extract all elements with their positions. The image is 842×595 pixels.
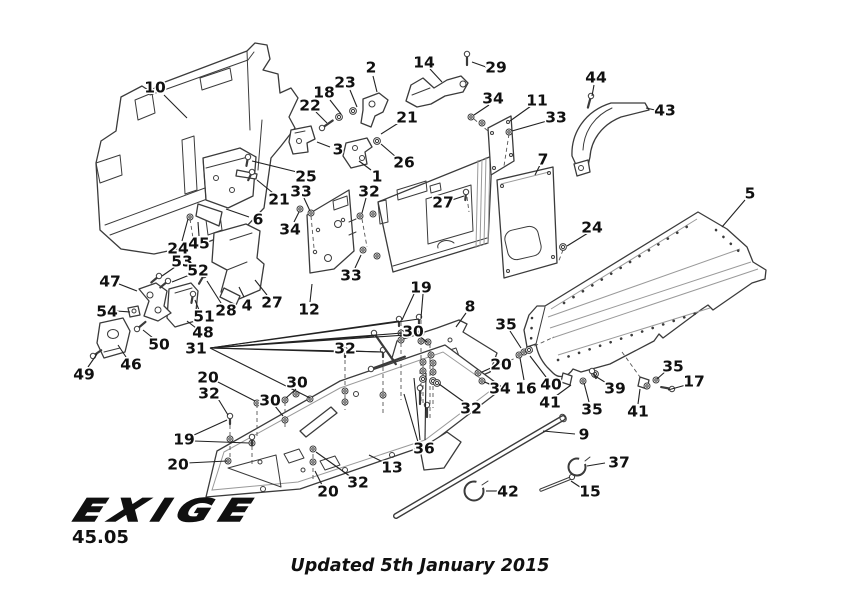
part-callout-5: 5	[744, 184, 756, 203]
leader-line	[207, 281, 221, 303]
part-callout-53: 53	[171, 252, 193, 271]
part-callout-25: 25	[295, 167, 317, 186]
part-callout-37: 37	[608, 453, 630, 472]
leader-line	[216, 381, 255, 401]
part-3-bracket	[289, 126, 315, 154]
washer-icon	[310, 446, 316, 452]
washer-icon	[374, 253, 380, 259]
part-callout-18: 18	[313, 83, 335, 102]
part-callout-2: 2	[365, 58, 377, 77]
nut-icon	[374, 138, 381, 145]
part-12-panel	[307, 190, 356, 273]
part-5-engine-cover-panel	[524, 212, 766, 376]
part-callout-50: 50	[148, 335, 170, 354]
part-43-curved-arm	[572, 103, 649, 176]
washer-icon	[468, 114, 474, 120]
part-callout-27: 27	[432, 193, 454, 212]
bolt-icon	[165, 278, 170, 283]
part-callout-26: 26	[393, 153, 415, 172]
bolt-icon	[156, 273, 161, 278]
bolt-icon	[245, 154, 250, 159]
part-callout-19: 19	[173, 430, 195, 449]
part-callout-7: 7	[537, 150, 549, 169]
nut-icon	[560, 244, 567, 251]
bolt-icon	[227, 413, 232, 418]
washer-icon	[479, 378, 485, 384]
leader-line	[317, 142, 330, 147]
leader-line	[373, 76, 377, 92]
part-callout-33: 33	[340, 266, 362, 285]
part-callout-20: 20	[490, 355, 512, 374]
part-callout-44: 44	[585, 68, 607, 87]
washer-icon	[297, 206, 303, 212]
bolt-icon	[589, 368, 594, 373]
part-callout-32: 32	[358, 182, 380, 201]
washer-icon	[430, 360, 436, 366]
part-callout-35: 35	[495, 315, 517, 334]
part-callout-48: 48	[192, 323, 214, 342]
part-42-clip	[465, 481, 489, 501]
part-callout-4: 4	[241, 296, 253, 315]
bolt-icon	[190, 291, 195, 296]
nut-icon	[350, 108, 357, 115]
part-callout-51: 51	[193, 307, 215, 326]
washer-icon	[310, 459, 316, 465]
washer-icon	[425, 339, 431, 345]
part-callout-35: 35	[662, 357, 684, 376]
part-callout-49: 49	[73, 365, 95, 384]
part-callout-1: 1	[371, 167, 383, 186]
washer-icon	[380, 392, 386, 398]
part-callout-31: 31	[185, 339, 207, 358]
bolt-icon	[134, 326, 139, 331]
part-callout-46: 46	[120, 355, 142, 374]
leader-line	[520, 358, 524, 380]
washer-icon	[479, 120, 485, 126]
part-4-duct	[212, 224, 264, 305]
bolt-icon	[464, 51, 469, 56]
leader-line	[210, 319, 419, 348]
part-37-clip	[569, 457, 591, 476]
part-callout-20: 20	[197, 368, 219, 387]
part-callout-33: 33	[290, 182, 312, 201]
part-callout-20: 20	[167, 455, 189, 474]
leader-line	[310, 284, 312, 302]
bolt-icon	[249, 434, 254, 439]
bolt-icon	[368, 366, 373, 371]
part-callout-24: 24	[167, 239, 189, 258]
washer-icon	[282, 397, 288, 403]
part-callout-30: 30	[259, 391, 281, 410]
bolt-icon	[374, 333, 396, 364]
part-callout-29: 29	[485, 58, 507, 77]
part-callout-34: 34	[489, 379, 511, 398]
brand-block	[69, 492, 265, 548]
part-callout-45: 45	[188, 234, 210, 253]
part-callout-14: 14	[413, 53, 435, 72]
washer-icon	[370, 211, 376, 217]
part-callout-12: 12	[298, 300, 320, 319]
leader-line	[210, 334, 421, 348]
nut-icon	[434, 380, 441, 387]
washer-icon	[428, 352, 434, 358]
leader-line	[543, 431, 575, 434]
part-callout-28: 28	[215, 301, 237, 320]
leader-line	[119, 284, 137, 291]
leader-line	[116, 311, 130, 312]
part-callout-13: 13	[381, 458, 403, 477]
leader-line	[584, 383, 589, 402]
nut-icon	[336, 114, 343, 121]
leader-line	[421, 294, 423, 318]
part-callout-40: 40	[540, 375, 562, 394]
part-callout-23: 23	[334, 73, 356, 92]
part-47-bracket	[139, 283, 171, 321]
exige-logo: EXIGE	[69, 491, 266, 529]
leader-line	[510, 331, 521, 348]
leader-line	[587, 463, 605, 466]
part-callout-10: 10	[144, 78, 166, 97]
part-callout-32: 32	[334, 339, 356, 358]
washer-icon	[420, 359, 426, 365]
part-11-small-panel	[488, 116, 514, 175]
part-2-bracket	[361, 93, 388, 127]
part-callout-41: 41	[539, 393, 561, 412]
washer-icon	[360, 247, 366, 253]
washer-icon	[430, 369, 436, 375]
leader-line	[722, 200, 745, 227]
part-callout-32: 32	[460, 399, 482, 418]
part-14-bracket-strip	[406, 76, 468, 107]
part-callout-3: 3	[332, 140, 344, 159]
part-callout-6: 6	[252, 210, 264, 229]
part-callout-34: 34	[279, 220, 301, 239]
part-callout-9: 9	[578, 425, 590, 444]
nut-icon	[526, 347, 533, 354]
part-callout-32: 32	[198, 384, 220, 403]
washer-icon	[420, 368, 426, 374]
part-callout-24: 24	[581, 218, 603, 237]
part-callout-42: 42	[497, 482, 519, 501]
washer-icon	[227, 436, 233, 442]
bolt-icon	[249, 169, 254, 174]
part-46-bracket	[97, 318, 130, 358]
part-callout-30: 30	[402, 322, 424, 341]
washer-icon	[475, 370, 481, 376]
part-callout-17: 17	[683, 372, 705, 391]
part-callout-41: 41	[627, 402, 649, 421]
part-callout-22: 22	[299, 96, 321, 115]
washer-icon	[580, 378, 586, 384]
part-callout-35: 35	[581, 400, 603, 419]
part-callout-21: 21	[268, 190, 290, 209]
part-callout-47: 47	[99, 272, 121, 291]
leader-line	[350, 90, 357, 107]
washer-icon	[342, 388, 348, 394]
washer-icon	[506, 129, 512, 135]
part-10-rear-bulkhead-panel	[96, 43, 298, 254]
part-callout-43: 43	[654, 101, 676, 120]
part-callout-20: 20	[317, 482, 339, 501]
part-callout-52: 52	[187, 261, 209, 280]
leader-line	[402, 294, 414, 320]
section-number: 45.05	[72, 527, 129, 548]
washer-icon	[308, 210, 314, 216]
leader-line	[330, 100, 341, 114]
washer-icon	[644, 383, 650, 389]
part-callout-36: 36	[413, 439, 435, 458]
part-callout-27: 27	[261, 293, 283, 312]
part-callout-34: 34	[482, 89, 504, 108]
part-callout-15: 15	[579, 482, 601, 501]
washer-icon	[342, 399, 348, 405]
part-1-bracket	[343, 138, 372, 168]
part-callout-54: 54	[96, 302, 118, 321]
part-callout-32: 32	[347, 473, 369, 492]
washer-icon	[282, 417, 288, 423]
leader-line	[194, 420, 227, 435]
leader-line	[472, 62, 486, 67]
part-callout-19: 19	[410, 278, 432, 297]
part-bulkhead-center-panel	[378, 153, 492, 272]
part-7-access-panel	[497, 167, 557, 278]
updated-date-text: Updated 5th January 2015	[290, 556, 550, 576]
leader-line	[512, 121, 547, 131]
part-callout-8: 8	[464, 297, 476, 316]
part-callout-16: 16	[515, 379, 537, 398]
part-callout-33: 33	[545, 108, 567, 127]
bolt-icon	[417, 385, 422, 390]
part-callout-11: 11	[526, 91, 548, 110]
part-callout-39: 39	[604, 379, 626, 398]
part-callout-30: 30	[286, 373, 308, 392]
part-callout-21: 21	[396, 108, 418, 127]
bolt-icon	[319, 125, 324, 130]
bolt-icon	[463, 189, 468, 194]
part-15-pin	[541, 474, 575, 490]
washer-icon	[357, 213, 363, 219]
